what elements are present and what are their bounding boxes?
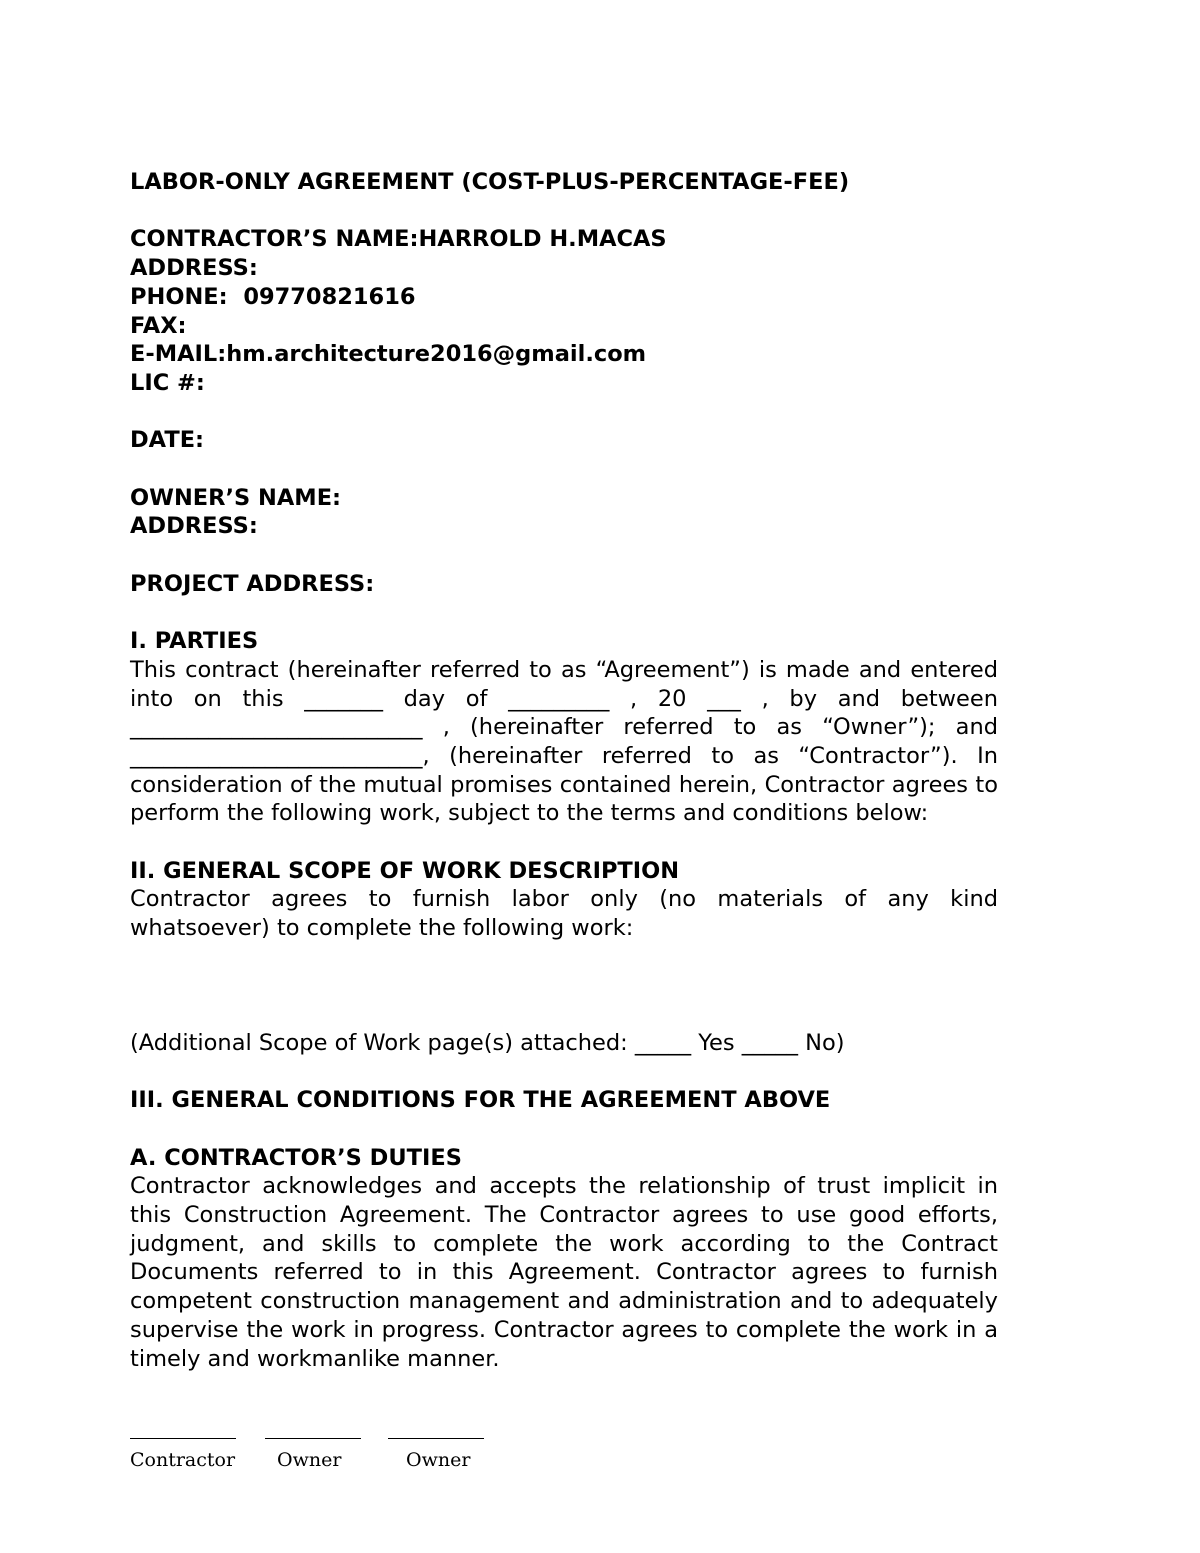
signature-contractor [130, 1438, 236, 1471]
signature-line [388, 1438, 484, 1439]
contractor-email: E-MAIL:hm.architecture2016@gmail.com [130, 341, 647, 368]
section-heading: II. GENERAL SCOPE OF WORK DESCRIPTION [130, 857, 680, 884]
section-scope [130, 857, 998, 1058]
signature-line [130, 1438, 236, 1439]
project-address: PROJECT ADDRESS: [130, 570, 375, 597]
section-parties [130, 627, 998, 828]
section-contractor-duties [130, 1144, 998, 1374]
signature-owner-1 [265, 1438, 361, 1471]
section-body: Contractor agrees to furnish labor only (no materials of any kind whatsoever) to complete the following work: [130, 886, 998, 942]
document-page [130, 168, 998, 1373]
owner-address: ADDRESS: [130, 513, 258, 540]
signature-label: Contractor [130, 1449, 236, 1471]
contractor-fax: FAX: [130, 312, 187, 339]
section-heading: III. GENERAL CONDITIONS FOR THE AGREEMENT ABOVE [130, 1087, 831, 1114]
contractor-phone: PHONE: 09770821616 [130, 283, 416, 310]
signature-line [265, 1438, 361, 1439]
contractor-name: CONTRACTOR’S NAME:HARROLD H.MACAS [130, 226, 667, 253]
signature-label: Owner [406, 1449, 471, 1471]
section-body: This contract (hereinafter referred to as “Agreement”) is made and entered into on this _______ day of _________ , 20 ___ , by and between __________________________ , (hereinafter referred to as “Owner”); and __________________________, (hereinafter referred to as “Contractor”). In consideration of the mutual promises contained herein, Contractor agrees to perform the following work, subject to the terms and conditions below: [130, 656, 998, 827]
signature-label: Owner [277, 1449, 342, 1471]
section-body: Contractor acknowledges and accepts the relationship of trust implicit in this Construction Agreement. The Contractor agrees to use good efforts, judgment, and skills to complete the work according to the Contract Documents referred to in this Agreement. Contractor agrees to furnish competent construction management and administration and to adequately supervise the work in progress. Contractor agrees to complete the work in a timely and workmanlike manner. [130, 1173, 998, 1372]
owner-info [130, 484, 998, 541]
owner-name: OWNER’S NAME: [130, 484, 342, 511]
section-heading: A. CONTRACTOR’S DUTIES [130, 1144, 462, 1171]
contractor-info [130, 225, 998, 397]
contractor-license: LIC #: [130, 369, 205, 396]
contractor-address: ADDRESS: [130, 255, 258, 282]
section-heading: I. PARTIES [130, 628, 259, 655]
date-field: DATE: [130, 427, 205, 454]
signature-owner-2 [388, 1438, 484, 1471]
document-title: LABOR-ONLY AGREEMENT (COST-PLUS-PERCENTAGE-FEE) [130, 169, 850, 195]
additional-scope-line: (Additional Scope of Work page(s) attached: _____ Yes _____ No) [130, 1029, 845, 1056]
